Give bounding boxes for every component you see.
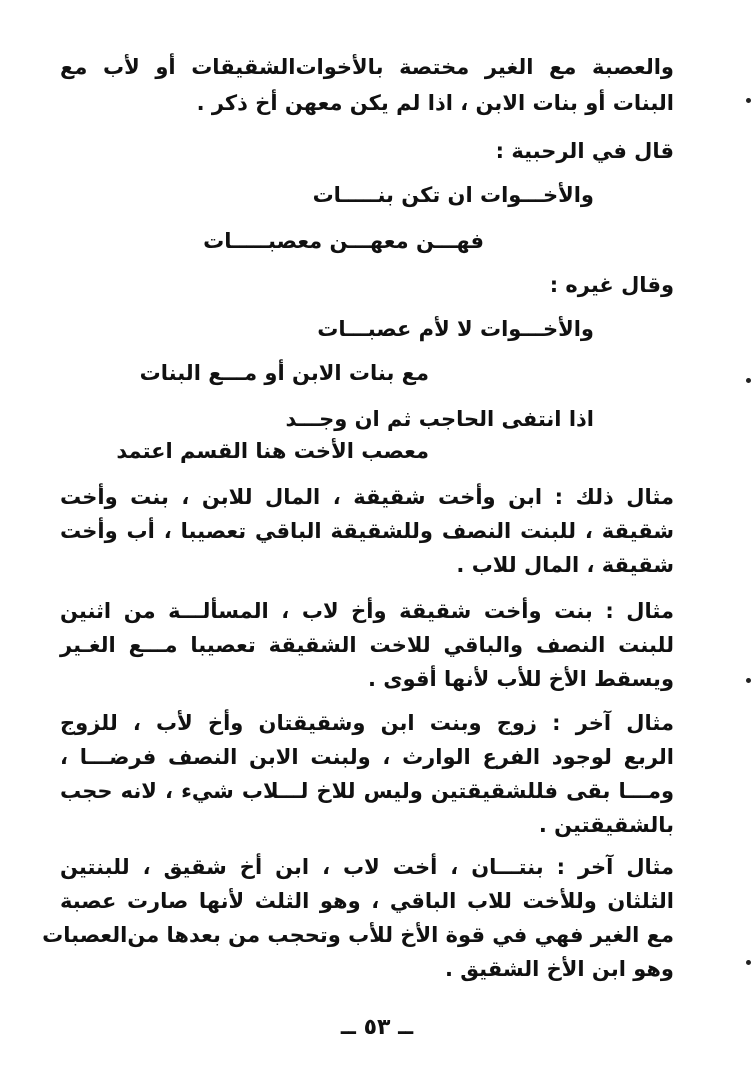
para4-line-1: مثال آخر : زوج وبنت ابن وشقيقتان وأخ لأب ، للزوج: [60, 711, 674, 735]
para2-line-2: شقيقة ، للبنت النصف وللشقيقة الباقي تعصيبا ، أب وأخت: [60, 519, 674, 543]
para4-line-3: ومـــا بقى فللشقيقتين وليس للاخ لـــلاب شيء ، لانه حجب: [60, 779, 674, 803]
scan-mark: [746, 960, 751, 965]
verse2-line-2: مع بنات الابن أو مـــع البنات: [139, 361, 429, 385]
para2-line-1: مثال ذلك : ابن وأخت شقيقة ، المال للابن ، بنت وأخت: [60, 485, 674, 509]
verse1-line-2: فهـــن معهـــن معصبـــــات: [203, 229, 484, 253]
rahbiya-heading: قال في الرحبية :: [495, 139, 674, 163]
ghayruh-heading: وقال غيره :: [549, 273, 674, 297]
para1-line-1: والعصبة مع الغير مختصة بالأخوات‌الشقيقات أو لأب مع: [60, 55, 674, 79]
scan-mark: [746, 678, 751, 683]
para5-line-2: الثلثان وللأخت للاب الباقي ، وهو الثلث لأنها صارت عصبة: [60, 889, 674, 913]
para2-line-3: شقيقة ، المال للاب .: [456, 553, 674, 577]
scan-mark: [746, 98, 751, 103]
verse2-line-3: اذا انتفى الحاجب ثم ان وجـــد: [285, 407, 594, 431]
page-number: ــ ٥٣ ــ: [340, 1015, 414, 1040]
para4-line-2: الربع لوجود الفرع الوارث ، ولبنت الابن النصف فرضـــا ،: [60, 745, 674, 769]
para1-line-2: البنات أو بنات الابن ، اذا لم يكن معهن أخ ذكر .: [196, 91, 674, 115]
verse2-line-4: معصب الأخت هنا القسم اعتمد: [116, 439, 429, 463]
para5-line-4: وهو ابن الأخ الشقيق .: [444, 957, 674, 981]
scan-mark: [746, 378, 751, 383]
para4-line-4: بالشقيقتين .: [538, 813, 674, 837]
para5-line-1: مثال آخر : بنتـــان ، أخت لاب ، ابن أخ شقيق ، للبنتين: [60, 855, 674, 879]
para3-line-3: ويسقط الأخ للأب لأنها أقوى .: [368, 667, 674, 691]
verse2-line-1: والأخـــوات لا لأم عصبـــات: [317, 317, 594, 341]
verse1-line-1: والأخـــوات ان تكن بنـــــات: [312, 183, 594, 207]
para5-line-3: مع الغير فهي في قوة الأخ للأب وتحجب من بعدها من‌العصبات: [42, 923, 674, 947]
para3-line-2: للبنت النصف والباقي للاخت الشقيقة تعصيبا مـــع الغـير: [60, 633, 674, 657]
para3-line-1: مثال : بنت وأخت شقيقة وأخ لاب ، المسألـــة من اثنين: [60, 599, 674, 623]
